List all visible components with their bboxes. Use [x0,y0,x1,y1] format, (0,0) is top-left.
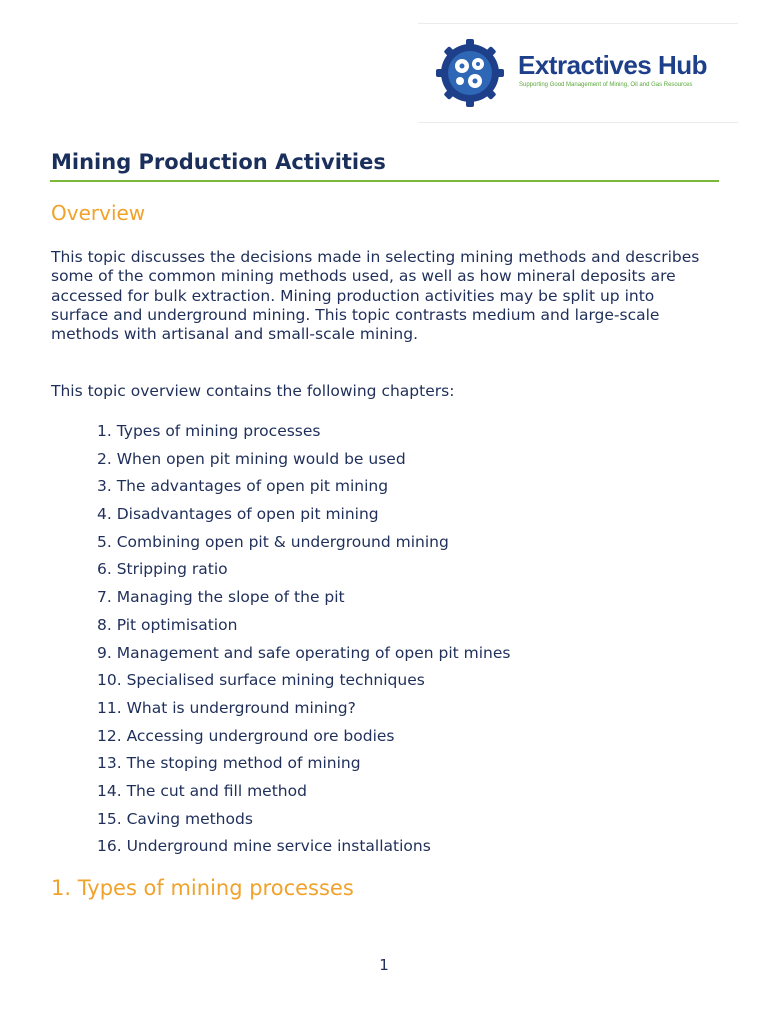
title-divider [50,180,719,182]
gears-globe-icon [436,39,504,107]
chapter-item: 6. Stripping ratio [97,560,228,579]
chapter-item: 3. The advantages of open pit mining [97,477,389,496]
chapter-item: 11. What is underground mining? [97,698,356,717]
chapter-item: 15. Caving methods [97,809,253,828]
section-1-heading: 1. Types of mining processes [51,876,354,900]
overview-heading: Overview [51,201,146,225]
logo-box [418,23,738,123]
chapter-item: 16. Underground mine service installations [97,837,431,856]
chapter-item: 5. Combining open pit & underground mining [97,532,449,551]
chapter-item: 13. The stoping method of mining [97,754,361,773]
chapter-item: 7. Managing the slope of the pit [97,588,345,607]
chapter-item: 8. Pit optimisation [97,615,238,634]
chapters-intro: This topic overview contains the following chapters: [51,382,455,400]
brand-name: Extractives Hub [518,50,708,80]
chapter-item: 12. Accessing underground ore bodies [97,726,395,745]
chapter-item: 4. Disadvantages of open pit mining [97,505,379,524]
brand-tagline: Supporting Good Management of Mining, Oil and Gas Resources [519,82,693,88]
chapter-list [97,420,511,863]
chapter-item: 10. Specialised surface mining techniques [97,671,425,690]
intro-paragraph: This topic discusses the decisions made in selecting mining methods and describes some of the common mining methods used, as well as how mineral deposits are accessed for bulk extraction. Mining production activities may be split up into surface and underground mining. This topic contrasts medium and large-scale methods with artisanal and small-scale mining. [51,248,700,344]
page-title: Mining Production Activities [51,150,386,174]
chapter-item: 2. When open pit mining would be used [97,449,406,468]
page-number: 1 [379,956,389,974]
chapter-item: 14. The cut and fill method [97,781,307,800]
chapter-item: 1. Types of mining processes [97,422,321,440]
chapter-item: 9. Management and safe operating of open pit mines [97,643,511,662]
